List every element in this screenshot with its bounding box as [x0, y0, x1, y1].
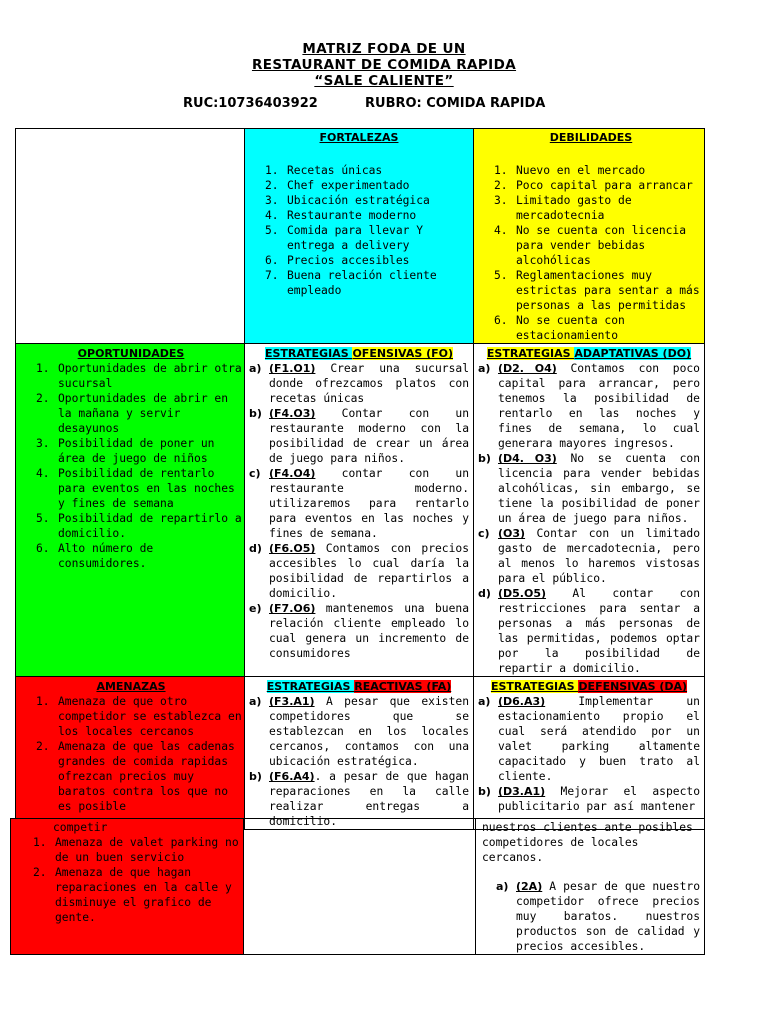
list-text: Amenaza de que hagan reparaciones en la calle y disminuye el grafico de gente.: [55, 866, 232, 924]
strategy-letter: a): [496, 880, 509, 893]
strategy-text: contar con un restaurante moderno. utilizaremos para rentarlo para eventos en las noches y fines de semana.: [269, 467, 469, 540]
list-item: [36, 739, 242, 814]
strategy-text: No se cuenta con licencia para vender bebidas alcohólicas, sin embargo, se tiene la posibilidad de poner un área de juego para niños.: [498, 452, 701, 525]
strategy-text: Contar con un restaurante moderno con la posibilidad de crear un área de juego para niños.: [269, 407, 469, 465]
strategy-code: (D5.O5): [498, 587, 547, 600]
strategy-item: [478, 586, 700, 676]
list-item: [36, 436, 242, 466]
fa-title-a: ESTRATEGIAS: [266, 680, 355, 693]
fo-title: [249, 347, 469, 361]
list-number: 3.: [36, 437, 50, 450]
amenazas-list-2: [33, 835, 241, 925]
strategy-item: [249, 466, 469, 541]
amenazas-title: AMENAZAS: [96, 680, 166, 693]
list-item: [36, 541, 242, 571]
da-list: [478, 694, 700, 814]
fa-cell: [245, 677, 474, 830]
strategy-text: A pesar de que nuestro competidor ofrece precios muy baratos. nuestros productos son de calidad y precios accesibles.: [516, 880, 700, 953]
list-text: No se cuenta con estacionamiento: [516, 314, 625, 342]
list-text: Restaurante moderno: [287, 209, 417, 222]
list-text: Posibilidad de repartirlo a domicilio.: [58, 512, 242, 540]
list-item: [36, 511, 242, 541]
strategy-letter: c): [249, 467, 261, 480]
amenazas-list: [36, 694, 242, 814]
strategy-text: mantenemos una buena relación cliente empleado lo cual genera un incremento de consumidores: [269, 602, 469, 660]
foda-matrix: [15, 128, 705, 830]
da-list-2: [496, 879, 700, 954]
fo-cell: [245, 344, 474, 677]
rubro-label: RUBRO: COMIDA RAPIDA: [365, 96, 546, 111]
strategy-code: (F7.O6): [269, 602, 316, 615]
list-number: 2.: [36, 392, 50, 405]
strategy-code: (F6.A4): [269, 770, 315, 783]
list-text: No se cuenta con licencia para vender bebidas alcohólicas: [516, 224, 687, 267]
oportunidades-title: OPORTUNIDADES: [77, 347, 185, 360]
title-line-2: RESTAURANT DE COMIDA RAPIDA: [251, 57, 517, 73]
strategy-text: Crear una sucursal donde ofrezcamos platos con recetas únicas: [269, 362, 469, 405]
list-number: 2.: [265, 179, 279, 192]
do-title-b: ADAPTATIVAS (DO): [574, 347, 692, 360]
foda-matrix-continued: [10, 818, 705, 955]
list-text: Amenaza de que otro competidor se establezca en los locales cercanos: [58, 695, 242, 738]
list-item: [494, 193, 704, 223]
strategy-letter: b): [478, 785, 491, 798]
list-text: Alto número de consumidores.: [58, 542, 154, 570]
strategy-item: [478, 694, 700, 784]
debilidades-list: [494, 163, 704, 343]
list-item: [33, 835, 241, 865]
debilidades-title: DEBILIDADES: [549, 131, 633, 144]
list-item: [36, 694, 242, 739]
list-item: [494, 313, 704, 343]
amenazas-continued-cell: [11, 819, 244, 955]
list-text: Posibilidad de poner un área de juego de niños: [58, 437, 215, 465]
list-text: Poco capital para arrancar: [516, 179, 693, 192]
do-list: [478, 361, 700, 676]
list-text: Reglamentaciones muy estrictas para sentar a más personas a las permitidas: [516, 269, 700, 312]
list-number: 7.: [265, 269, 279, 282]
strategy-letter: d): [478, 587, 491, 600]
list-text: Buena relación cliente empleado: [287, 269, 437, 297]
strategy-code: (2A): [516, 880, 543, 893]
oportunidades-cell: [16, 344, 245, 677]
list-text: Posibilidad de rentarlo para eventos en las noches y fines de semana: [58, 467, 235, 510]
strategy-item: [249, 541, 469, 601]
strategy-letter: c): [478, 527, 490, 540]
strategy-letter: b): [478, 452, 491, 465]
strategy-item: [249, 361, 469, 406]
list-text: Precios accesibles: [287, 254, 410, 267]
strategy-item: [249, 694, 469, 769]
list-item: [36, 466, 242, 511]
strategy-item: [478, 361, 700, 451]
strategy-code: (D2. O4): [498, 362, 557, 375]
fo-list: [249, 361, 469, 661]
do-cell: [474, 344, 705, 677]
list-item: [265, 223, 469, 253]
list-text: Oportunidades de abrir en la mañana y servir desayunos: [58, 392, 229, 435]
strategy-text: Al contar con restricciones para sentar a personas a más personas de las permitidas, podemos optar por la posibilidad de repartir a domicilio.: [498, 587, 700, 675]
strategy-text: A pesar que existen competidores que se establezcan en los locales cercanos, contamos con una ubicación estratégica.: [269, 695, 469, 768]
do-title: [478, 347, 700, 361]
list-number: 2.: [36, 740, 50, 753]
list-text: Oportunidades de abrir otra sucursal: [58, 362, 242, 390]
amenazas-cell: [16, 677, 245, 830]
list-item: [494, 178, 704, 193]
list-number: 2.: [494, 179, 508, 192]
strategy-code: (F6.O5): [269, 542, 316, 555]
list-number: 5.: [265, 224, 279, 237]
list-number: 3.: [494, 194, 508, 207]
list-number: 6.: [36, 542, 50, 555]
strategy-code: (F3.A1): [269, 695, 315, 708]
strategy-letter: a): [249, 362, 262, 375]
list-item: [265, 208, 469, 223]
fa-list: [249, 694, 469, 829]
strategy-text: . a pesar de que hagan reparaciones en la calle realizar entregas a domicilio.: [269, 770, 469, 828]
da-title: [478, 680, 700, 694]
list-text: Amenaza de que las cadenas grandes de comida rapidas ofrezcan precios muy baratos contra los que no es posible: [58, 740, 235, 813]
list-number: 1.: [265, 164, 279, 177]
oportunidades-list: [36, 361, 242, 571]
debilidades-cell: [474, 129, 705, 344]
fortalezas-title: FORTALEZAS: [319, 131, 399, 144]
strategy-text: Implementar un estacionamiento propio el cual será atendido por un valet parking altamente capacitado y buen trato al cliente.: [498, 695, 700, 783]
fo-title-a: ESTRATEGIAS: [264, 347, 353, 360]
list-number: 5.: [36, 512, 50, 525]
list-number: 4.: [36, 467, 50, 480]
strategy-code: (F4.O3): [269, 407, 316, 420]
strategy-letter: b): [249, 770, 262, 783]
fa-continued-cell: [244, 819, 476, 955]
strategy-code: (D6.A3): [498, 695, 546, 708]
da-title-a: ESTRATEGIAS: [490, 680, 579, 693]
list-number: 5.: [494, 269, 508, 282]
list-item: [33, 865, 241, 925]
strategy-letter: a): [478, 362, 491, 375]
strategy-item: [478, 451, 700, 526]
amenazas-continued-text: competir: [53, 821, 108, 834]
strategy-text: Mejorar el aspecto publicitario par así mantener: [498, 785, 700, 813]
strategy-item: [478, 526, 700, 586]
title-line-3: “SALE CALIENTE”: [314, 73, 454, 89]
list-item: [494, 268, 704, 313]
list-text: Comida para llevar Y entrega a delivery: [287, 224, 424, 252]
strategy-item: [496, 879, 700, 954]
list-item: [265, 268, 469, 298]
strategy-text: Contamos con precios accesibles lo cual daría la posibilidad de repartirlos a domicilio.: [269, 542, 469, 600]
strategy-code: (F4.O4): [269, 467, 316, 480]
strategy-text: Contar con un limitado gasto de mercadotecnia, pero al menos lo haremos vistosas para el público.: [498, 527, 700, 585]
list-number: 1.: [36, 695, 50, 708]
list-text: Chef experimentado: [287, 179, 410, 192]
list-number: 4.: [265, 209, 279, 222]
fortalezas-list: [265, 163, 469, 298]
list-item: [494, 223, 704, 268]
list-number: 1.: [33, 836, 47, 849]
strategy-letter: d): [249, 542, 262, 555]
do-title-a: ESTRATEGIAS: [486, 347, 575, 360]
list-number: 1.: [494, 164, 508, 177]
ruc-label: RUC:10736403922: [183, 96, 318, 111]
strategy-code: (D3.A1): [498, 785, 546, 798]
title-line-1: MATRIZ FODA DE UN: [302, 41, 466, 57]
da-continued-text: nuestros clientes ante posibles competidores de locales cercanos.: [482, 821, 693, 864]
strategy-code: (F1.O1): [269, 362, 316, 375]
list-text: Limitado gasto de mercadotecnia: [516, 194, 632, 222]
list-number: 6.: [265, 254, 279, 267]
list-number: 2.: [33, 866, 47, 879]
da-continued-cell: [476, 819, 705, 955]
list-item: [36, 361, 242, 391]
strategy-item: [249, 406, 469, 466]
list-item: [494, 163, 704, 178]
empty-corner-cell: [16, 129, 245, 344]
strategy-item: [249, 601, 469, 661]
list-number: 4.: [494, 224, 508, 237]
list-item: [265, 193, 469, 208]
da-cell: [474, 677, 705, 830]
strategy-letter: b): [249, 407, 262, 420]
strategy-item: [478, 784, 700, 814]
list-item: [265, 178, 469, 193]
list-number: 3.: [265, 194, 279, 207]
fa-title: [249, 680, 469, 694]
fa-title-b: REACTIVAS (FA): [354, 680, 452, 693]
strategy-letter: a): [478, 695, 491, 708]
list-text: Nuevo en el mercado: [516, 164, 646, 177]
strategy-letter: e): [249, 602, 262, 615]
list-text: Ubicación estratégica: [287, 194, 430, 207]
da-title-b: DEFENSIVAS (DA): [578, 680, 688, 693]
list-text: Recetas únicas: [287, 164, 383, 177]
fo-title-b: OFENSIVAS (FO): [352, 347, 454, 360]
fortalezas-cell: [245, 129, 474, 344]
list-item: [36, 391, 242, 436]
list-number: 6.: [494, 314, 508, 327]
list-number: 1.: [36, 362, 50, 375]
list-item: [265, 253, 469, 268]
strategy-text: Contamos con poco capital para arrancar, pero tenemos la posibilidad de rentarlo en las noches y fines de semana, lo cual generara mayores ingresos.: [498, 362, 700, 450]
strategy-code: (D4. O3): [498, 452, 557, 465]
strategy-code: (O3): [498, 527, 526, 540]
list-item: [265, 163, 469, 178]
strategy-letter: a): [249, 695, 262, 708]
list-text: Amenaza de valet parking no de un buen servicio: [55, 836, 239, 864]
